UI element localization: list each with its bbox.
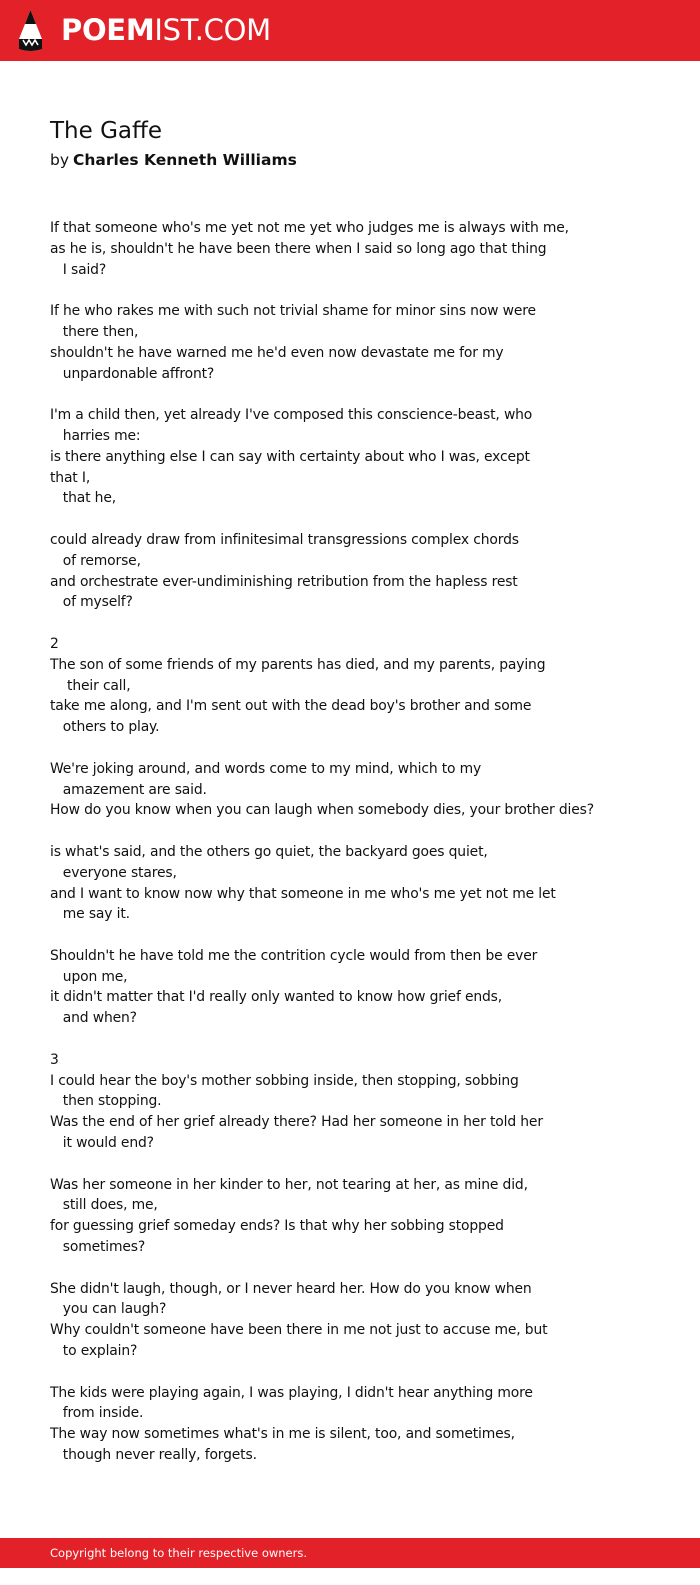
poem-line bbox=[50, 1258, 670, 1279]
by-label: by bbox=[50, 151, 70, 169]
byline bbox=[50, 149, 297, 171]
poem-line: is what's said, and the others go quiet, the backyard goes quiet, bbox=[50, 843, 488, 860]
poem-line: take me along, and I'm sent out with the dead boy's brother and some bbox=[50, 698, 532, 715]
logo-text-light: IST.COM bbox=[154, 13, 271, 47]
poem-line: is there anything else I can say with certainty about who I was, except bbox=[50, 448, 530, 465]
poem-line: me say it. bbox=[50, 906, 130, 923]
poem-line: others to play. bbox=[50, 719, 160, 736]
pencil-icon bbox=[17, 9, 44, 52]
poem-line bbox=[50, 613, 670, 634]
poem-line: from inside. bbox=[50, 1405, 144, 1422]
poem-line: it didn't matter that I'd really only wanted to know how grief ends, bbox=[50, 989, 503, 1006]
poem-line bbox=[50, 280, 670, 301]
poem-line: sometimes? bbox=[50, 1239, 146, 1256]
poem-line: amazement are said. bbox=[50, 781, 207, 798]
poem-line: it would end? bbox=[50, 1135, 154, 1152]
poem-line bbox=[50, 384, 670, 405]
poem-body bbox=[50, 218, 670, 1466]
poem-line: and when? bbox=[50, 1010, 137, 1027]
copyright-text: Copyright belong to their respective owners. bbox=[50, 1546, 308, 1560]
poem-line bbox=[50, 1362, 670, 1383]
poem-line bbox=[50, 1154, 670, 1175]
poem-line: though never really, forgets. bbox=[50, 1447, 257, 1464]
poem-line: Shouldn't he have told me the contrition cycle would from then be ever bbox=[50, 947, 538, 964]
poem-heading bbox=[50, 116, 297, 171]
poem-line: and orchestrate ever-undiminishing retribution from the hapless rest bbox=[50, 573, 518, 590]
site-header bbox=[0, 0, 700, 61]
poem-line bbox=[50, 738, 670, 759]
poem-line: there then, bbox=[50, 323, 139, 340]
poem-line: I'm a child then, yet already I've composed this conscience-beast, who bbox=[50, 407, 533, 424]
poem-line: Was her someone in her kinder to her, not tearing at her, as mine did, bbox=[50, 1176, 528, 1193]
poem-line: for guessing grief someday ends? Is that why her sobbing stopped bbox=[50, 1218, 504, 1235]
poem-line: that he, bbox=[50, 490, 116, 507]
poem-line: still does, me, bbox=[50, 1197, 158, 1214]
site-footer bbox=[0, 1538, 700, 1568]
poem-line: How do you know when you can laugh when somebody dies, your brother dies? bbox=[50, 802, 594, 819]
poem-line: of remorse, bbox=[50, 552, 141, 569]
poem-line bbox=[50, 821, 670, 842]
poem-line bbox=[50, 1029, 670, 1050]
poem-line: as he is, shouldn't he have been there when I said so long ago that thing bbox=[50, 240, 547, 257]
poem-line: If he who rakes me with such not trivial shame for minor sins now were bbox=[50, 303, 536, 320]
poem-line: The son of some friends of my parents has died, and my parents, paying bbox=[50, 656, 546, 673]
poem-line bbox=[50, 509, 670, 530]
poem-line: you can laugh? bbox=[50, 1301, 167, 1318]
poem-line: then stopping. bbox=[50, 1093, 162, 1110]
poem-line: The kids were playing again, I was playing, I didn't hear anything more bbox=[50, 1384, 533, 1401]
logo-text-bold: POEM bbox=[61, 13, 155, 47]
poem-line bbox=[50, 925, 670, 946]
poem-line: and I want to know now why that someone in me who's me yet not me let bbox=[50, 885, 556, 902]
poem-line: I could hear the boy's mother sobbing inside, then stopping, sobbing bbox=[50, 1072, 519, 1089]
poem-line: could already draw from infinitesimal transgressions complex chords bbox=[50, 531, 519, 548]
poem-line: harries me: bbox=[50, 427, 141, 444]
author-name: Charles Kenneth Williams bbox=[73, 151, 297, 169]
poem-line: upon me, bbox=[50, 968, 128, 985]
poem-line: 2 bbox=[50, 635, 59, 652]
poem-line: shouldn't he have warned me he'd even now devastate me for my bbox=[50, 344, 504, 361]
poem-line: to explain? bbox=[50, 1343, 138, 1360]
poem-line: We're joking around, and words come to my mind, which to my bbox=[50, 760, 482, 777]
poem-line: I said? bbox=[50, 261, 107, 278]
poem-line: unpardonable affront? bbox=[50, 365, 215, 382]
logo-wordmark bbox=[61, 9, 271, 52]
poem-title: The Gaffe bbox=[50, 118, 163, 144]
poem-line: If that someone who's me yet not me yet who judges me is always with me, bbox=[50, 220, 569, 236]
poem-line: their call, bbox=[50, 677, 131, 694]
poem-line: everyone stares, bbox=[50, 864, 177, 881]
poem-line: Why couldn't someone have been there in me not just to accuse me, but bbox=[50, 1322, 548, 1339]
poem-line: that I, bbox=[50, 469, 91, 486]
poem-line: 3 bbox=[50, 1051, 59, 1068]
poem-line: The way now sometimes what's in me is silent, too, and sometimes, bbox=[50, 1426, 515, 1443]
site-logo[interactable] bbox=[17, 9, 271, 52]
poem-line: She didn't laugh, though, or I never heard her. How do you know when bbox=[50, 1280, 532, 1297]
poem-line: of myself? bbox=[50, 594, 133, 611]
poem-line: Was the end of her grief already there? Had her someone in her told her bbox=[50, 1114, 543, 1131]
